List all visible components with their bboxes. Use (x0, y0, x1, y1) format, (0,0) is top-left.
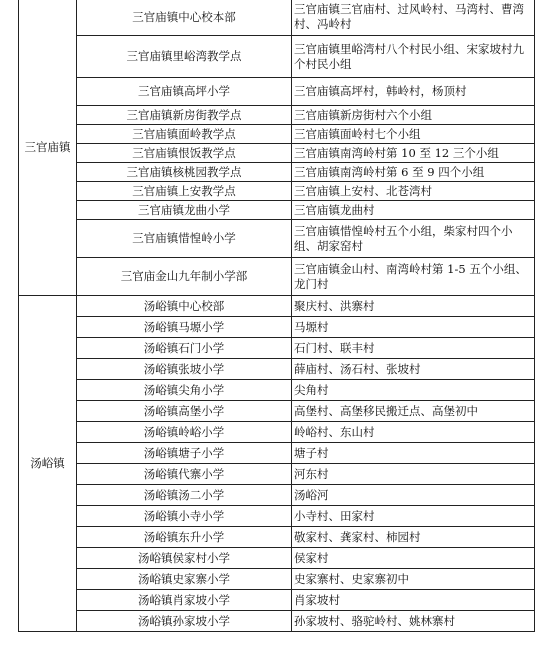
table-row (19, 485, 535, 506)
area-cell: 三官庙镇三官庙村、过风岭村、马湾村、曹湾村、冯岭村 (292, 0, 535, 36)
school-cell: 三官庙镇新房街教学点 (77, 106, 292, 125)
table-row (19, 422, 535, 443)
table-row (19, 220, 535, 258)
school-cell: 三官庙金山九年制小学部 (77, 258, 292, 296)
area-cell: 三官庙镇南湾岭村第 6 至 9 四个小组 (292, 163, 535, 182)
table-row (19, 201, 535, 220)
table-row (19, 78, 535, 106)
area-cell: 塘子村 (292, 443, 535, 464)
school-cell: 汤峪镇小寺小学 (77, 506, 292, 527)
school-cell: 汤峪镇侯家村小学 (77, 548, 292, 569)
area-cell: 尖角村 (292, 380, 535, 401)
area-cell: 敬家村、龚家村、柿园村 (292, 527, 535, 548)
school-cell: 三官庙镇恨饭教学点 (77, 144, 292, 163)
table-row (19, 338, 535, 359)
school-district-table (18, 0, 535, 632)
school-cell: 汤峪镇东升小学 (77, 527, 292, 548)
table-row (19, 0, 535, 36)
table-row (19, 464, 535, 485)
school-cell: 三官庙镇中心校本部 (77, 0, 292, 36)
school-cell: 三官庙镇惜惶岭小学 (77, 220, 292, 258)
area-cell: 史家寨村、史家寨初中 (292, 569, 535, 590)
school-cell: 三官庙镇里峪湾教学点 (77, 36, 292, 78)
area-cell: 孙家坡村、骆驼岭村、姚林寨村 (292, 611, 535, 632)
table-row (19, 144, 535, 163)
town-cell: 汤峪镇 (19, 296, 77, 632)
table-row (19, 296, 535, 317)
area-cell: 侯家村 (292, 548, 535, 569)
area-cell: 河东村 (292, 464, 535, 485)
school-cell: 三官庙镇上安教学点 (77, 182, 292, 201)
school-cell: 汤峪镇孙家坡小学 (77, 611, 292, 632)
area-cell: 薛庙村、汤石村、张坡村 (292, 359, 535, 380)
area-cell: 三官庙镇惜惶岭村五个小组，柴家村四个小组、胡家窑村 (292, 220, 535, 258)
school-cell: 汤峪镇中心校部 (77, 296, 292, 317)
area-cell: 汤峪河 (292, 485, 535, 506)
school-cell: 汤峪镇高堡小学 (77, 401, 292, 422)
table-row (19, 611, 535, 632)
area-cell: 三官庙镇面岭村七个小组 (292, 125, 535, 144)
table-row (19, 443, 535, 464)
table-row (19, 401, 535, 422)
area-cell: 三官庙镇里峪湾村八个村民小组、宋家坡村九个村民小组 (292, 36, 535, 78)
school-cell: 汤峪镇尖角小学 (77, 380, 292, 401)
table-row (19, 380, 535, 401)
school-cell: 汤峪镇汤二小学 (77, 485, 292, 506)
school-cell: 汤峪镇史家寨小学 (77, 569, 292, 590)
school-cell: 三官庙镇核桃园教学点 (77, 163, 292, 182)
table-row (19, 258, 535, 296)
area-cell: 聚庆村、洪寨村 (292, 296, 535, 317)
area-cell: 石门村、联丰村 (292, 338, 535, 359)
area-cell: 三官庙镇南湾岭村第 10 至 12 三个小组 (292, 144, 535, 163)
table-body (19, 0, 535, 632)
table-row (19, 569, 535, 590)
school-cell: 汤峪镇代寨小学 (77, 464, 292, 485)
school-cell: 汤峪镇张坡小学 (77, 359, 292, 380)
area-cell: 小寺村、田家村 (292, 506, 535, 527)
table-row (19, 125, 535, 144)
school-cell: 汤峪镇肖家坡小学 (77, 590, 292, 611)
area-cell: 肖家坡村 (292, 590, 535, 611)
school-cell: 汤峪镇马塬小学 (77, 317, 292, 338)
school-cell: 汤峪镇塘子小学 (77, 443, 292, 464)
area-cell: 三官庙镇高坪村，韩岭村，杨顶村 (292, 78, 535, 106)
table-row (19, 590, 535, 611)
table-row (19, 317, 535, 338)
area-cell: 马塬村 (292, 317, 535, 338)
table-row (19, 359, 535, 380)
area-cell: 三官庙镇新房街村六个小组 (292, 106, 535, 125)
school-cell: 汤峪镇石门小学 (77, 338, 292, 359)
table-row (19, 36, 535, 78)
area-cell: 高堡村、高堡移民搬迁点、高堡初中 (292, 401, 535, 422)
table-row (19, 163, 535, 182)
town-cell: 三官庙镇 (19, 0, 77, 296)
school-cell: 三官庙镇龙曲小学 (77, 201, 292, 220)
area-cell: 三官庙镇上安村、北苍湾村 (292, 182, 535, 201)
area-cell: 岭峪村、东山村 (292, 422, 535, 443)
school-cell: 汤峪镇岭峪小学 (77, 422, 292, 443)
table-row (19, 182, 535, 201)
table-row (19, 548, 535, 569)
area-cell: 三官庙镇金山村、南湾岭村第 1-5 五个小组、龙门村 (292, 258, 535, 296)
table-row (19, 106, 535, 125)
school-cell: 三官庙镇面岭教学点 (77, 125, 292, 144)
table-row (19, 527, 535, 548)
table-row (19, 506, 535, 527)
area-cell: 三官庙镇龙曲村 (292, 201, 535, 220)
school-cell: 三官庙镇高坪小学 (77, 78, 292, 106)
